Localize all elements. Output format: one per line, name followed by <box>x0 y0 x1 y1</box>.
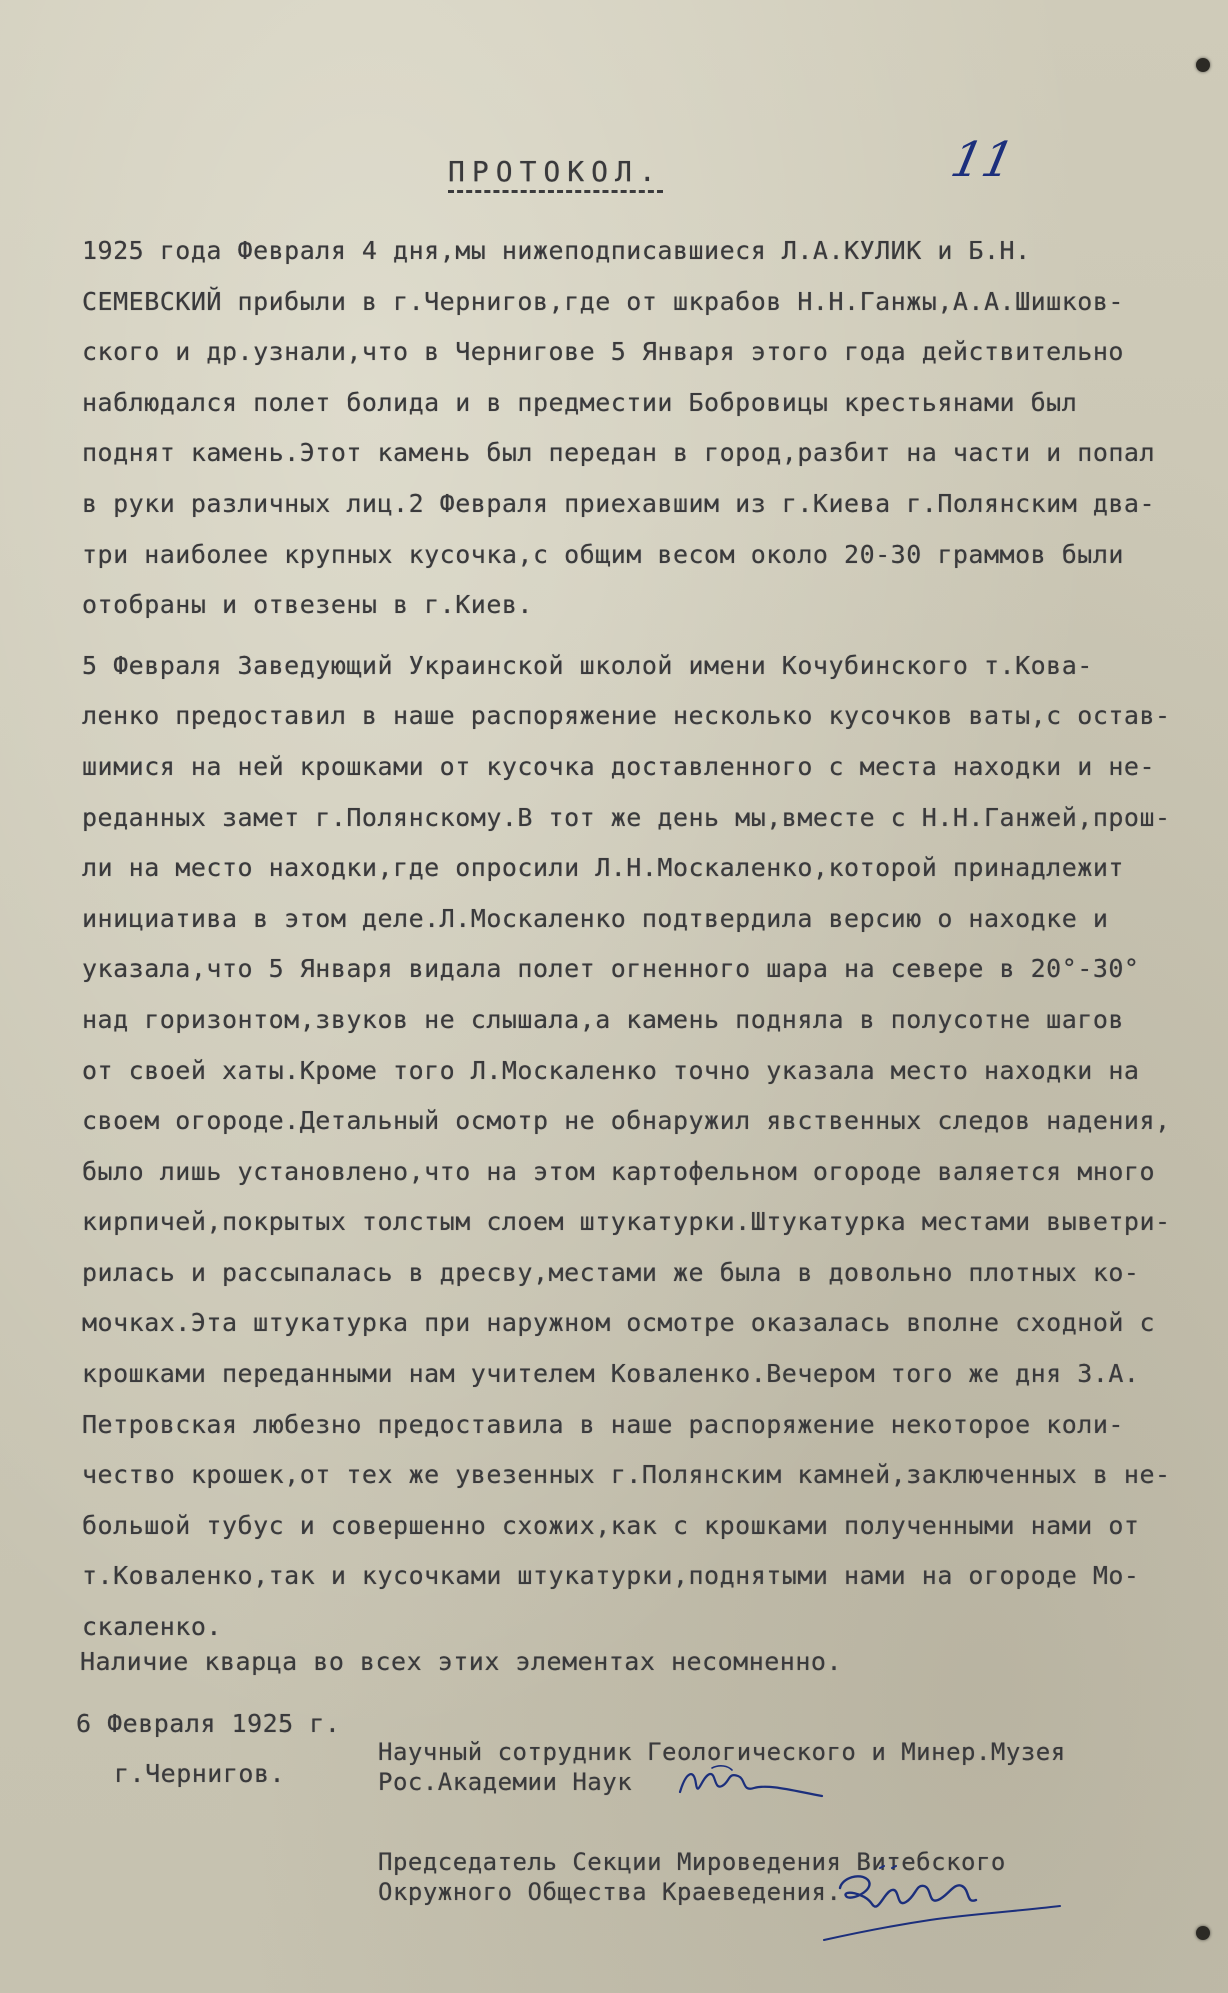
text-line: 1925 года Февраля 4 дня,мы нижеподписавшиеся Л.А.КУЛИК и Б.Н. <box>82 236 1031 265</box>
page-number-mark: 11 <box>946 132 1020 188</box>
text-line: чество крошек,от тех же увезенных г.Полянским камней,заключенных в не- <box>82 1460 1171 1490</box>
document-date: 6 Февраля 1925 г. <box>76 1709 341 1738</box>
text-line: крошками переданными нам учителем Коваленко.Вечером того же дня З.А. <box>82 1359 1140 1389</box>
signature-2 <box>820 1862 1120 1952</box>
paragraph-1 <box>82 226 1192 631</box>
binding-hole-top <box>1196 58 1210 72</box>
signatory-2-title: Окружного Общества Краеведения. <box>378 1878 842 1906</box>
text-line: три наиболее крупных кусочка,с общим весом около 20-30 граммов были <box>82 539 1124 569</box>
text-line: мочках.Эта штукатурка при наружном осмотре оказалась вполне сходной с <box>82 1308 1156 1338</box>
text-line: поднят камень.Этот камень был передан в город,разбит на части и попал <box>82 438 1156 468</box>
text-line: рилась и рассыпалась в дресву,местами же была в довольно плотных ко- <box>82 1257 1140 1287</box>
signatory-1-title: Рос.Академии Наук <box>378 1768 633 1796</box>
signatory-1-title: Научный сотрудник Геологического и Минер.Музея <box>378 1738 1066 1766</box>
text-line: реданных замет г.Полянскому.В тот же день мы,вместе с Н.Н.Ганжей,прош- <box>82 802 1171 832</box>
signature-1 <box>672 1754 832 1814</box>
text-line: от своей хаты.Кроме того Л.Москаленко точно указала место находки на <box>82 1055 1140 1085</box>
text-line: указала,что 5 Января видала полет огненного шара на севере в 20°-30° <box>82 954 1140 984</box>
text-line: большой тубус и совершенно схожих,как с крошками полученными нами от <box>82 1510 1140 1540</box>
text-line: 5 Февраля Заведующий Украинской школой имени Кочубинского т.Кова- <box>82 650 1093 680</box>
protocol-body <box>82 226 1192 1663</box>
text-line: кирпичей,покрытых толстым слоем штукатурки.Штукатурка местами выветри- <box>82 1207 1171 1237</box>
text-line: скаленко. <box>82 1612 222 1642</box>
text-line: было лишь установлено,что на этом картофельном огороде валяется много <box>82 1156 1156 1186</box>
closing-statement: Наличие кварца во всех этих элементах несомненно. <box>80 1647 843 1676</box>
text-line: ского и др.узнали,что в Чернигове 5 Января этого года действительно <box>82 337 1124 367</box>
text-line: инициатива в этом деле.Л.Москаленко подтвердила версию о находке и <box>82 903 1109 933</box>
text-line: своем огороде.Детальный осмотр не обнаружил явственных следов надения, <box>82 1106 1171 1136</box>
text-line: в руки различных лиц.2 Февраля приехавшим из г.Киева г.Полянским два- <box>82 488 1156 518</box>
document-title: ПРОТОКОЛ. <box>448 155 663 193</box>
text-line: т.Коваленко,так и кусочками штукатурки,поднятыми нами на огороде Мо- <box>82 1561 1140 1591</box>
text-line: над горизонтом,звуков не слышала,а камень подняла в полусотне шагов <box>82 1004 1124 1034</box>
signatory-2-title: Председатель Секции Мироведения Витебского <box>378 1848 1006 1876</box>
text-line: СЕМЕВСКИЙ прибыли в г.Чернигов,где от шкрабов Н.Н.Ганжы,А.А.Шишков- <box>82 286 1124 316</box>
text-line: отобраны и отвезены в г.Киев. <box>82 590 533 620</box>
document-city: г.Чернигов. <box>114 1759 286 1788</box>
paragraph-2 <box>82 641 1192 1653</box>
date-place-block <box>76 1706 340 1792</box>
text-line: наблюдался полет болида и в предместии Бобровицы крестьянами был <box>82 387 1078 417</box>
binding-hole-bottom <box>1196 1926 1210 1940</box>
text-line: ленко предоставил в наше распоряжение несколько кусочков ваты,с остав- <box>82 701 1171 731</box>
text-line: Петровская любезно предоставила в наше распоряжение некоторое коли- <box>82 1409 1124 1439</box>
text-line: ли на место находки,где опросили Л.Н.Москаленко,которой принадлежит <box>82 853 1124 883</box>
text-line: шимися на ней крошками от кусочка доставленного с места находки и не- <box>82 751 1156 781</box>
